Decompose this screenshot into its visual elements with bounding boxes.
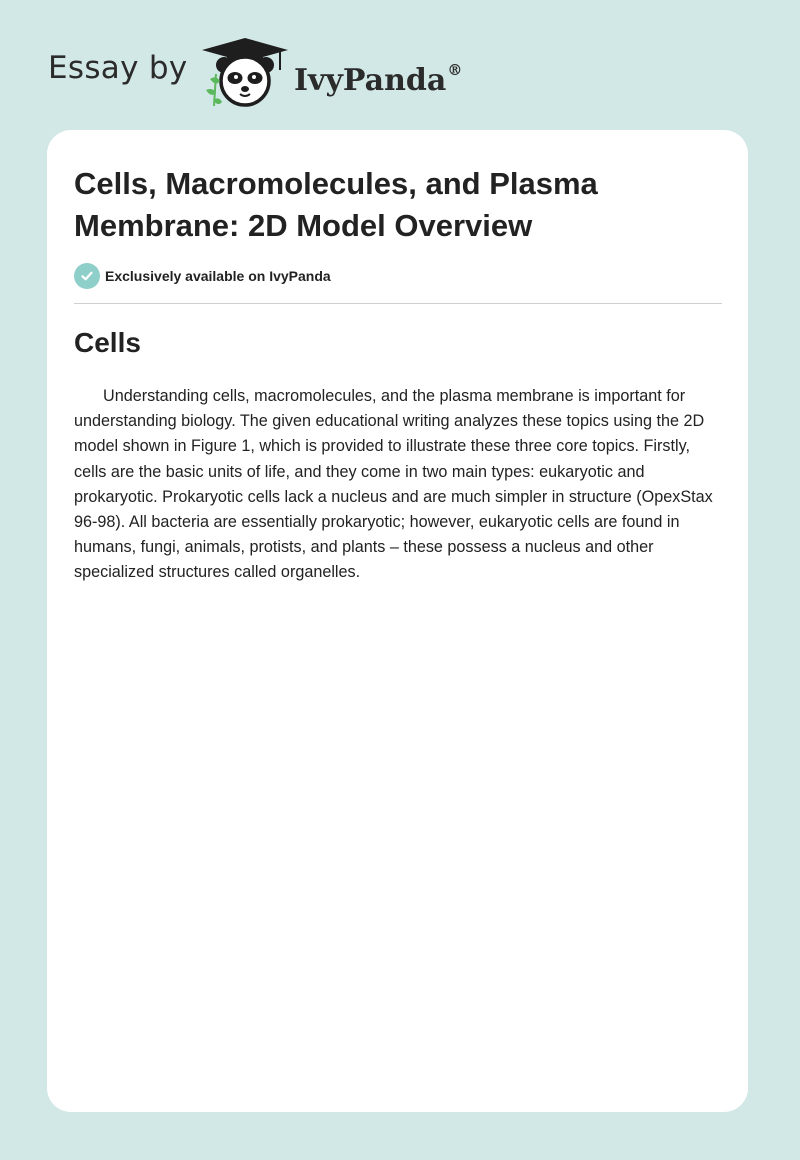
essay-by-label: Essay by	[48, 50, 188, 86]
exclusive-badge	[74, 263, 331, 289]
site-header	[0, 0, 800, 130]
brand-text: IvyPanda	[294, 63, 447, 98]
essay-title: Cells, Macromolecules, and Plasma Membrane: 2D Model Overview	[74, 166, 598, 243]
exclusive-label: Exclusively available on IvyPanda	[105, 268, 331, 284]
section-heading: Cells	[74, 327, 141, 358]
body-paragraph: Understanding cells, macromolecules, and the plasma membrane is important for understanding biology. The given educational writing analyzes these topics using the 2D model shown in Figure 1, which is provided to illustrate these three core topics. Firstly, cells are the basic units of life, and they come in two main types: eukaryotic and prokaryotic. Prokaryotic cells lack a nucleus and are much simpler in structure (OpexStax 96-98). All bacteria are essentially prokaryotic; however, eukaryotic cells are found in humans, fungi, animals, protists, and plants – these possess a nucleus and other specialized structures called organelles.	[74, 387, 713, 582]
divider	[74, 303, 722, 304]
panda-graduate-logo-icon[interactable]	[200, 34, 290, 110]
check-icon	[74, 263, 100, 289]
registered-mark: ®	[447, 61, 463, 79]
essay-card	[47, 130, 748, 1112]
brand-name[interactable]	[294, 54, 462, 101]
